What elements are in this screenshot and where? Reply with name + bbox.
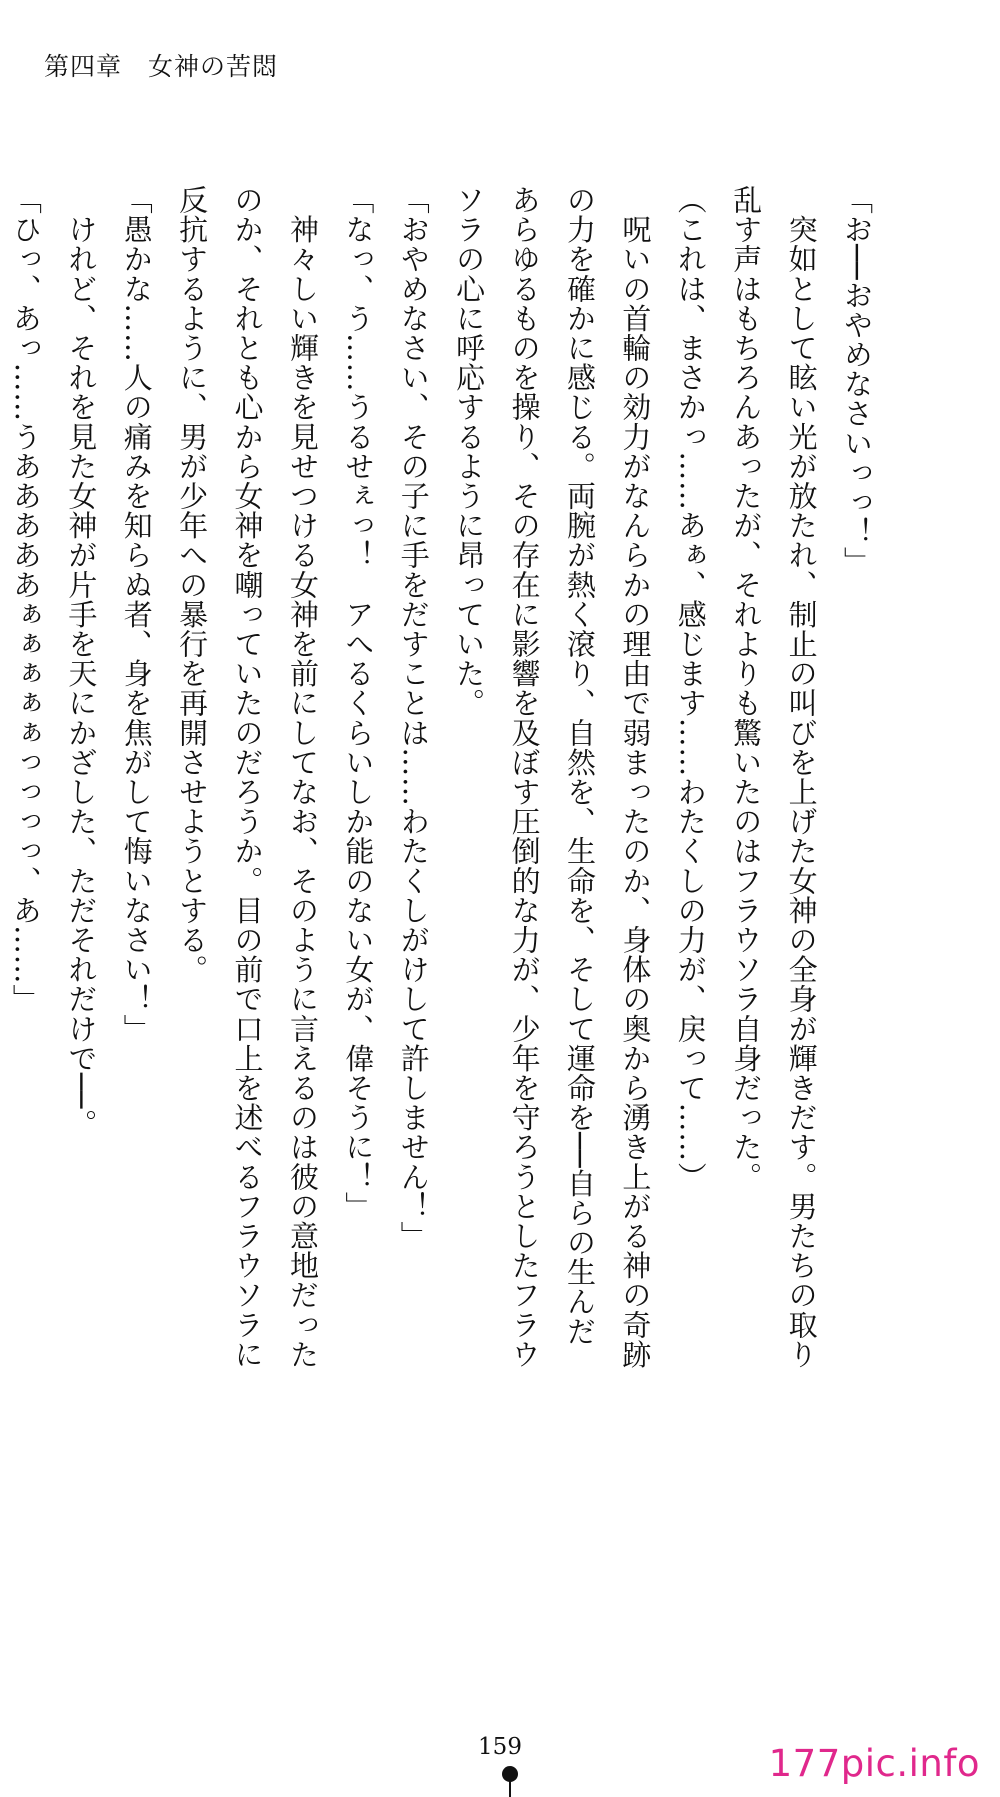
text-line: 反抗するように、男が少年への暴行を再開させようとする。	[175, 185, 210, 985]
text-line: 「ひっ、あっ……うあああああぁぁぁぁぁっっっっ、あ……」	[8, 185, 43, 1014]
running-head: 第四章 女神の苦悶	[44, 52, 279, 81]
text-line: 呪いの首輪の効力がなんらかの理由で弱まったのか、身体の奥から湧き上がる神の奇跡	[618, 185, 653, 1369]
text-line: けれど、それを見た女神が片手を天にかざした、ただそれだけで──。	[64, 185, 99, 1139]
text-line: 「なっ、う……うるせぇっ！ アへるくらいしか能のない女が、偉そうに！」	[341, 185, 376, 1221]
text-line: あらゆるものを操り、その存在に影響を及ぼす圧倒的な力が、少年を守ろうとしたフラウ	[507, 185, 542, 1369]
site-watermark: 177pic.info	[768, 1742, 980, 1785]
text-line: ソラの心に呼応するように昂っていた。	[452, 185, 487, 718]
text-line: の力を確かに感じる。両腕が熱く滾り、自然を、生命を、そして運命を──自らの生んだ	[562, 185, 597, 1346]
text-line: 乱す声はもちろんあったが、それよりも驚いたのはフラウソラ自身だった。	[729, 185, 764, 1192]
page-marker-stem	[509, 1778, 511, 1797]
page-marker-icon	[502, 1766, 518, 1797]
page-number: 159	[478, 1734, 522, 1760]
text-line: 「おやめなさい、その子に手をだすことは……わたくしがけして許しません！」	[396, 185, 431, 1251]
text-line: 「お──おやめなさいっっ！」	[840, 185, 874, 577]
text-line: 神々しい輝きを見せつける女神を前にしてなお、そのように言えるのは彼の意地だった	[285, 185, 320, 1369]
text-line: 「愚かな……人の痛みを知らぬ者、身を焦がして悔いなさい！」	[119, 185, 154, 1044]
text-line: のか、それとも心から女神を嘲っていたのだろうか。目の前で口上を述べるフラウソラに	[230, 185, 265, 1369]
text-line: （これは、まさかっ……あぁ、感じます……わたくしの力が、戻って……）	[673, 185, 708, 1192]
text-line: 突如として眩い光が放たれ、制止の叫びを上げた女神の全身が輝きだす。男たちの取り	[784, 185, 819, 1369]
novel-body-text	[8, 185, 884, 1495]
